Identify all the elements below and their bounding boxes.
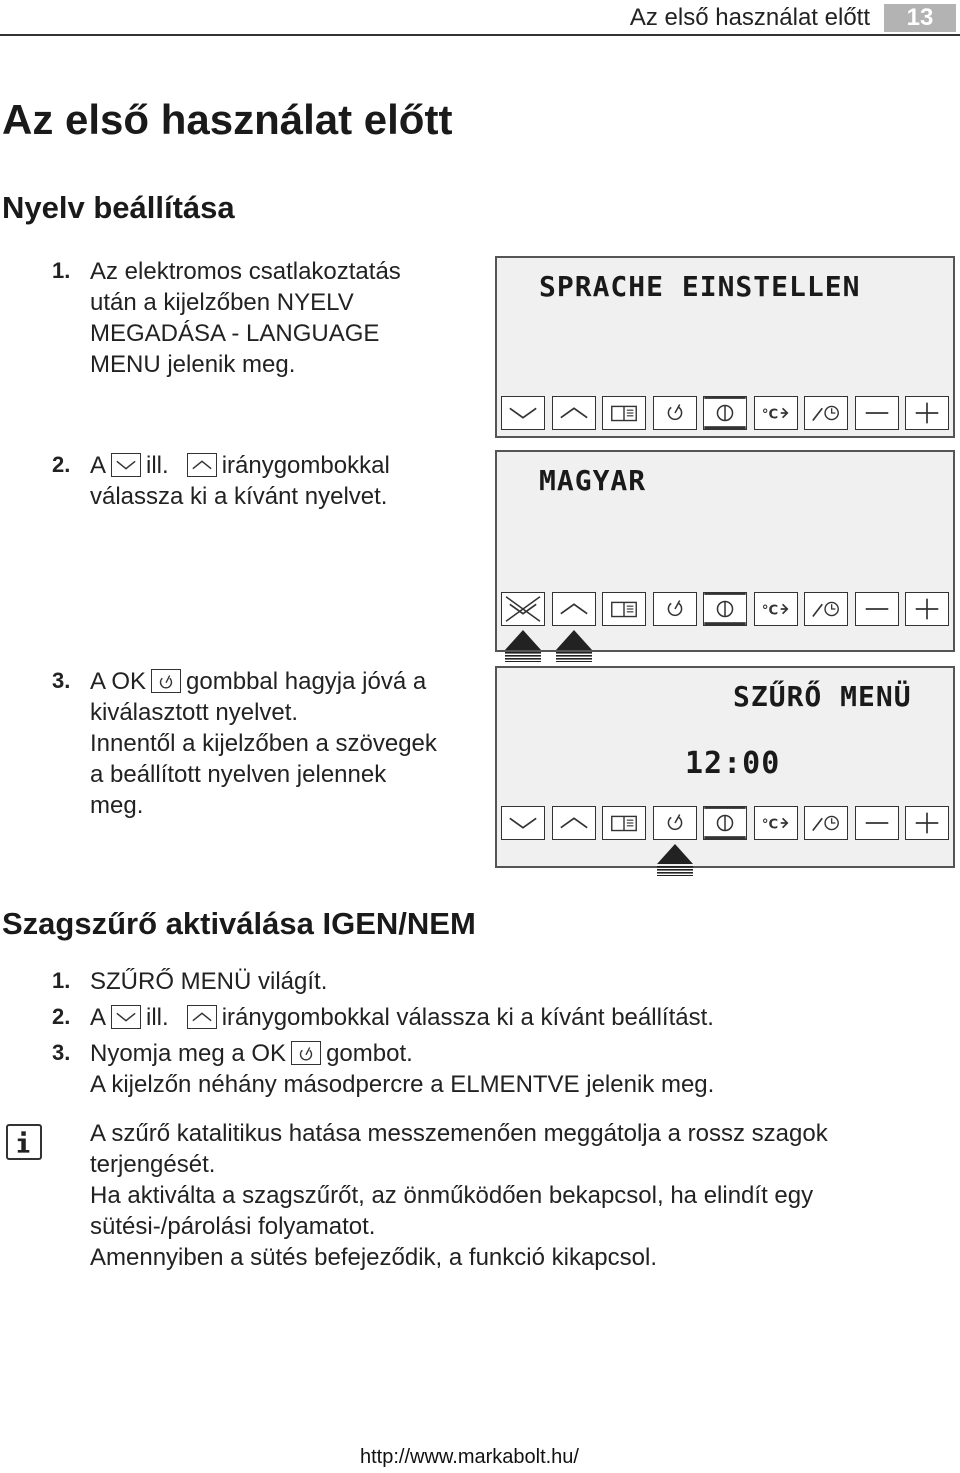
key-chevron-up[interactable] bbox=[552, 592, 596, 626]
text-line: Az elektromos csatlakoztatás bbox=[90, 258, 401, 285]
key-row bbox=[501, 592, 949, 626]
key-chevron-down[interactable] bbox=[501, 396, 545, 430]
chevron-down-icon bbox=[502, 397, 544, 429]
key-power[interactable] bbox=[703, 592, 747, 626]
book-icon bbox=[603, 807, 645, 839]
text-line: sütési-/párolási folyamatot. bbox=[90, 1213, 376, 1240]
section-heading-filter: Szagszűrő aktiválása IGEN/NEM bbox=[2, 906, 476, 941]
section-heading-language: Nyelv beállítása bbox=[2, 190, 235, 225]
control-panel-1 bbox=[495, 256, 955, 438]
chevron-up-icon bbox=[187, 453, 217, 477]
key-minus[interactable] bbox=[855, 592, 899, 626]
text-span: iránygombokkal válassza ki a kívánt beállítást. bbox=[221, 1004, 714, 1031]
chevron-down-icon bbox=[502, 593, 544, 625]
text-span: Nyomja meg a OK bbox=[90, 1040, 287, 1067]
key-chevron-up[interactable] bbox=[552, 396, 596, 430]
text-span: iránygombokkal bbox=[221, 452, 390, 479]
press-indicator bbox=[653, 842, 697, 876]
text-line: Amennyiben a sütés befejeződik, a funkció kikapcsol. bbox=[90, 1244, 657, 1271]
press-indicator bbox=[552, 628, 596, 662]
key-ok[interactable] bbox=[653, 396, 697, 430]
display-text: SZŰRŐ MENÜ bbox=[733, 680, 912, 713]
book-icon bbox=[603, 397, 645, 429]
chevron-down-icon bbox=[111, 453, 141, 477]
key-temp-arrow[interactable] bbox=[754, 806, 798, 840]
text-line: meg. bbox=[90, 792, 144, 819]
ok-icon bbox=[291, 1041, 321, 1065]
text-span: A OK bbox=[90, 668, 147, 695]
display-text: MAGYAR bbox=[539, 464, 647, 497]
text-line: kiválasztott nyelvet. bbox=[90, 699, 299, 726]
text-line: a beállított nyelven jelennek bbox=[90, 761, 387, 788]
timer-icon bbox=[805, 397, 847, 429]
key-book[interactable] bbox=[602, 806, 646, 840]
display-text: SPRACHE EINSTELLEN bbox=[539, 270, 861, 303]
text-line: A szűrő katalitikus hatása messzemenően meggátolja a rossz szagok bbox=[90, 1120, 828, 1147]
key-row bbox=[501, 396, 949, 430]
key-book[interactable] bbox=[602, 592, 646, 626]
ok-icon bbox=[151, 669, 181, 693]
text-span: gombbal hagyja jóvá a bbox=[186, 668, 427, 695]
step-number: 2. bbox=[52, 1004, 71, 1029]
running-header-title: Az első használat előtt bbox=[629, 4, 870, 31]
chevron-up-icon bbox=[553, 593, 595, 625]
plus-icon bbox=[906, 397, 948, 429]
power-icon bbox=[704, 397, 746, 429]
svg-text:°C: °C bbox=[761, 817, 778, 833]
key-chevron-up[interactable] bbox=[552, 806, 596, 840]
power-icon bbox=[704, 593, 746, 625]
control-panel-3 bbox=[495, 666, 955, 868]
key-minus[interactable] bbox=[855, 396, 899, 430]
timer-icon bbox=[805, 593, 847, 625]
plus-icon bbox=[906, 807, 948, 839]
step-number: 1. bbox=[52, 968, 71, 993]
text-line: válassza ki a kívánt nyelvet. bbox=[90, 483, 388, 510]
temp-arrow-icon bbox=[755, 593, 797, 625]
key-timer[interactable] bbox=[804, 396, 848, 430]
ok-icon bbox=[654, 593, 696, 625]
svg-text:°C: °C bbox=[761, 603, 778, 619]
key-timer[interactable] bbox=[804, 806, 848, 840]
chevron-up-icon bbox=[553, 807, 595, 839]
key-power[interactable] bbox=[703, 806, 747, 840]
power-icon bbox=[704, 807, 746, 839]
text-line: Innentől a kijelzőben a szövegek bbox=[90, 730, 437, 757]
header-rule bbox=[0, 34, 960, 36]
step-number: 3. bbox=[52, 668, 71, 693]
chevron-up-icon bbox=[187, 1005, 217, 1029]
chevron-down-icon bbox=[111, 1005, 141, 1029]
control-panel-2 bbox=[495, 450, 955, 652]
minus-icon bbox=[856, 397, 898, 429]
text-span: ill. bbox=[146, 452, 169, 479]
key-power[interactable] bbox=[703, 396, 747, 430]
key-ok[interactable] bbox=[653, 592, 697, 626]
key-plus[interactable] bbox=[905, 806, 949, 840]
step-number: 3. bbox=[52, 1040, 71, 1065]
key-plus[interactable] bbox=[905, 592, 949, 626]
page-number: 13 bbox=[884, 4, 956, 32]
key-minus[interactable] bbox=[855, 806, 899, 840]
step-number: 2. bbox=[52, 452, 71, 477]
text-span: A bbox=[90, 1004, 107, 1031]
key-ok[interactable] bbox=[653, 806, 697, 840]
key-temp-arrow[interactable] bbox=[754, 396, 798, 430]
timer-icon bbox=[805, 807, 847, 839]
step-3-text bbox=[90, 666, 437, 821]
temp-arrow-icon bbox=[755, 807, 797, 839]
temp-arrow-icon bbox=[755, 397, 797, 429]
key-plus[interactable] bbox=[905, 396, 949, 430]
text-span: ill. bbox=[146, 1004, 169, 1031]
text-span: A bbox=[90, 452, 107, 479]
text-line: A kijelzőn néhány másodpercre a ELMENTVE jelenik meg. bbox=[90, 1071, 715, 1098]
book-icon bbox=[603, 593, 645, 625]
info-text bbox=[90, 1118, 828, 1273]
ok-icon bbox=[654, 807, 696, 839]
chevron-up-icon bbox=[553, 397, 595, 429]
svg-text:°C: °C bbox=[761, 407, 778, 423]
text-line: MENU jelenik meg. bbox=[90, 351, 296, 378]
press-indicator bbox=[501, 628, 545, 662]
step-1-text bbox=[90, 256, 401, 380]
display-time: 12:00 bbox=[685, 746, 781, 781]
step-number: 1. bbox=[52, 258, 71, 283]
ok-icon bbox=[654, 397, 696, 429]
plus-icon bbox=[906, 593, 948, 625]
key-row bbox=[501, 806, 949, 840]
text-line: MEGADÁSA - LANGUAGE bbox=[90, 320, 380, 347]
step-2-text bbox=[90, 450, 390, 512]
key-temp-arrow[interactable] bbox=[754, 592, 798, 626]
key-chevron-down[interactable] bbox=[501, 806, 545, 840]
minus-icon bbox=[856, 593, 898, 625]
text-line: terjengését. bbox=[90, 1151, 216, 1178]
minus-icon bbox=[856, 807, 898, 839]
key-book[interactable] bbox=[602, 396, 646, 430]
page-title: Az első használat előtt bbox=[2, 96, 453, 143]
text-line: Ha aktiválta a szagszűrőt, az önműködően bekapcsol, ha elindít egy bbox=[90, 1182, 814, 1209]
text-span: gombot. bbox=[326, 1040, 413, 1067]
footer-url: http://www.markabolt.hu/ bbox=[360, 1446, 579, 1468]
key-chevron-down[interactable] bbox=[501, 592, 545, 626]
info-icon bbox=[6, 1124, 42, 1160]
text-line: után a kijelzőben NYELV bbox=[90, 289, 354, 316]
chevron-down-icon bbox=[502, 807, 544, 839]
filter-step-1: SZŰRŐ MENÜ világít. bbox=[90, 968, 328, 995]
key-timer[interactable] bbox=[804, 592, 848, 626]
filter-step-3 bbox=[90, 1038, 714, 1100]
filter-step-2 bbox=[90, 1002, 714, 1033]
